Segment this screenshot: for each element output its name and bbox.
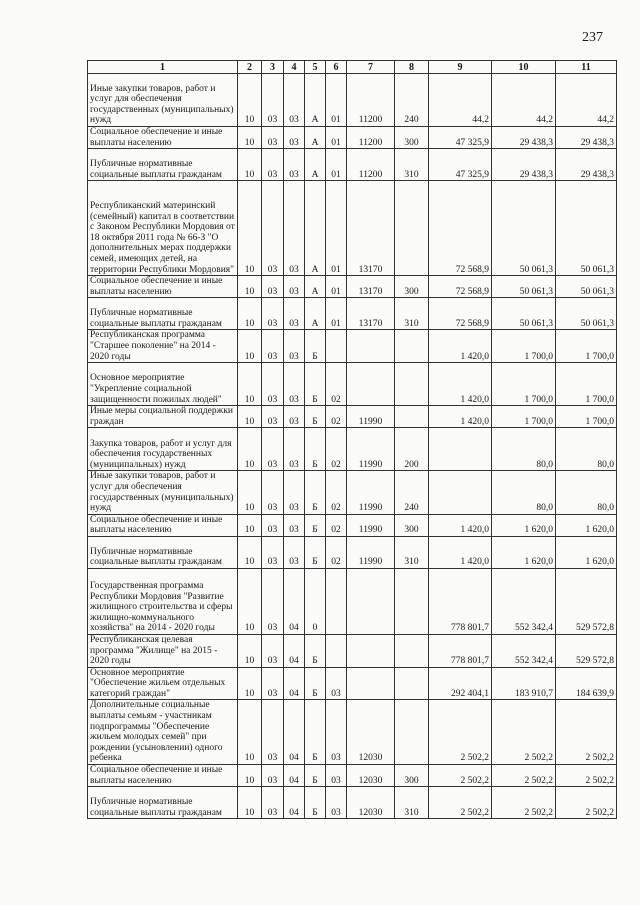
cell-col-8: 310 <box>395 298 429 330</box>
cell-col-5: Б <box>305 363 326 406</box>
cell-col-2: 10 <box>238 428 262 471</box>
row-name-cell: Основное мероприятие "Укрепление социальной защищенности пожилых людей" <box>88 363 238 406</box>
cell-col-11: 29 438,3 <box>556 149 617 181</box>
cell-col-10: 552 342,4 <box>492 568 556 634</box>
cell-col-4: 03 <box>284 276 305 298</box>
cell-col-8 <box>395 634 429 667</box>
table-row <box>88 667 617 700</box>
cell-col-7: 12030 <box>347 765 395 787</box>
cell-col-8 <box>395 406 429 428</box>
cell-col-11: 529 572,8 <box>556 634 617 667</box>
cell-col-6: 03 <box>326 787 347 819</box>
cell-col-4: 04 <box>284 634 305 667</box>
cell-col-3: 03 <box>262 765 284 787</box>
column-header: 9 <box>429 61 492 74</box>
column-header: 8 <box>395 61 429 74</box>
cell-col-3: 03 <box>262 536 284 568</box>
cell-col-3: 03 <box>262 74 284 127</box>
cell-col-8 <box>395 700 429 765</box>
cell-col-11: 80,0 <box>556 471 617 514</box>
cell-col-9: 1 420,0 <box>429 330 492 363</box>
column-header: 5 <box>305 61 326 74</box>
cell-col-2: 10 <box>238 536 262 568</box>
cell-col-11: 50 061,3 <box>556 181 617 276</box>
cell-col-6: 01 <box>326 149 347 181</box>
cell-col-6: 02 <box>326 406 347 428</box>
cell-col-2: 10 <box>238 298 262 330</box>
cell-col-5: А <box>305 74 326 127</box>
cell-col-9 <box>429 428 492 471</box>
cell-col-8: 310 <box>395 787 429 819</box>
row-name-cell: Государственная программа Республики Мордовия "Развитие жилищного строительства и сферы жилищно-коммунального хозяйства" на 2014 - 2020 годы <box>88 568 238 634</box>
row-name-cell: Публичные нормативные социальные выплаты гражданам <box>88 298 238 330</box>
cell-col-3: 03 <box>262 149 284 181</box>
cell-col-2: 10 <box>238 363 262 406</box>
cell-col-3: 03 <box>262 514 284 536</box>
table-row <box>88 700 617 765</box>
cell-col-10: 50 061,3 <box>492 276 556 298</box>
cell-col-9: 778 801,7 <box>429 634 492 667</box>
cell-col-7: 13170 <box>347 181 395 276</box>
cell-col-6: 01 <box>326 74 347 127</box>
cell-col-9: 47 325,9 <box>429 149 492 181</box>
cell-col-8 <box>395 667 429 700</box>
cell-col-6: 01 <box>326 181 347 276</box>
table-row <box>88 330 617 363</box>
cell-col-7: 11990 <box>347 406 395 428</box>
table-row <box>88 363 617 406</box>
table-row <box>88 514 617 536</box>
cell-col-8: 300 <box>395 276 429 298</box>
cell-col-2: 10 <box>238 667 262 700</box>
cell-col-9: 1 420,0 <box>429 363 492 406</box>
cell-col-6: 01 <box>326 276 347 298</box>
cell-col-6: 01 <box>326 298 347 330</box>
cell-col-11: 2 502,2 <box>556 787 617 819</box>
cell-col-8: 310 <box>395 536 429 568</box>
cell-col-10: 44,2 <box>492 74 556 127</box>
row-name-cell: Публичные нормативные социальные выплаты гражданам <box>88 536 238 568</box>
table-row <box>88 406 617 428</box>
cell-col-5: Б <box>305 406 326 428</box>
cell-col-2: 10 <box>238 330 262 363</box>
cell-col-5: Б <box>305 765 326 787</box>
table-row <box>88 127 617 149</box>
table-row <box>88 428 617 471</box>
row-name-cell: Иные закупки товаров, работ и услуг для обеспечения государственных (муниципальных) нужд <box>88 74 238 127</box>
cell-col-7: 11990 <box>347 428 395 471</box>
table-row <box>88 787 617 819</box>
table-row <box>88 298 617 330</box>
cell-col-2: 10 <box>238 276 262 298</box>
table-row <box>88 568 617 634</box>
cell-col-3: 03 <box>262 298 284 330</box>
cell-col-10: 29 438,3 <box>492 149 556 181</box>
cell-col-7: 13170 <box>347 276 395 298</box>
cell-col-9: 1 420,0 <box>429 406 492 428</box>
column-header: 6 <box>326 61 347 74</box>
cell-col-7: 11990 <box>347 514 395 536</box>
cell-col-10: 80,0 <box>492 428 556 471</box>
cell-col-8: 200 <box>395 428 429 471</box>
cell-col-11: 29 438,3 <box>556 127 617 149</box>
cell-col-3: 03 <box>262 568 284 634</box>
cell-col-6 <box>326 568 347 634</box>
column-header: 11 <box>556 61 617 74</box>
cell-col-9: 2 502,2 <box>429 787 492 819</box>
table-header-row <box>88 61 617 74</box>
row-name-cell: Социальное обеспечение и иные выплаты населению <box>88 514 238 536</box>
cell-col-10: 2 502,2 <box>492 700 556 765</box>
cell-col-4: 04 <box>284 765 305 787</box>
cell-col-4: 04 <box>284 568 305 634</box>
cell-col-6: 03 <box>326 765 347 787</box>
column-header: 10 <box>492 61 556 74</box>
cell-col-5: Б <box>305 536 326 568</box>
cell-col-4: 03 <box>284 536 305 568</box>
cell-col-11: 50 061,3 <box>556 276 617 298</box>
cell-col-4: 03 <box>284 406 305 428</box>
cell-col-4: 03 <box>284 428 305 471</box>
row-name-cell: Закупка товаров, работ и услуг для обеспечения государственных (муниципальных) нужд <box>88 428 238 471</box>
column-header: 1 <box>88 61 238 74</box>
cell-col-2: 10 <box>238 127 262 149</box>
cell-col-9: 1 420,0 <box>429 514 492 536</box>
page-number: 237 <box>582 30 603 45</box>
cell-col-10: 2 502,2 <box>492 787 556 819</box>
row-name-cell: Иные меры социальной поддержки граждан <box>88 406 238 428</box>
cell-col-9: 44,2 <box>429 74 492 127</box>
cell-col-2: 10 <box>238 700 262 765</box>
cell-col-2: 10 <box>238 406 262 428</box>
cell-col-5: 0 <box>305 568 326 634</box>
cell-col-9: 2 502,2 <box>429 700 492 765</box>
column-header: 7 <box>347 61 395 74</box>
cell-col-3: 03 <box>262 127 284 149</box>
cell-col-11: 1 700,0 <box>556 363 617 406</box>
cell-col-11: 50 061,3 <box>556 298 617 330</box>
cell-col-4: 04 <box>284 787 305 819</box>
cell-col-4: 04 <box>284 700 305 765</box>
cell-col-9: 778 801,7 <box>429 568 492 634</box>
cell-col-8: 300 <box>395 765 429 787</box>
cell-col-3: 03 <box>262 330 284 363</box>
table-row <box>88 149 617 181</box>
cell-col-9: 72 568,9 <box>429 298 492 330</box>
cell-col-5: Б <box>305 428 326 471</box>
cell-col-4: 03 <box>284 298 305 330</box>
row-name-cell: Республиканская программа "Старшее поколение" на 2014 - 2020 годы <box>88 330 238 363</box>
row-name-cell: Публичные нормативные социальные выплаты гражданам <box>88 787 238 819</box>
row-name-cell: Основное мероприятие "Обеспечение жильем отдельных категорий граждан" <box>88 667 238 700</box>
cell-col-10: 183 910,7 <box>492 667 556 700</box>
cell-col-5: А <box>305 127 326 149</box>
cell-col-7: 11200 <box>347 149 395 181</box>
cell-col-11: 1 620,0 <box>556 536 617 568</box>
cell-col-7 <box>347 330 395 363</box>
cell-col-10: 2 502,2 <box>492 765 556 787</box>
cell-col-2: 10 <box>238 765 262 787</box>
cell-col-6 <box>326 634 347 667</box>
cell-col-6: 03 <box>326 700 347 765</box>
table-row <box>88 181 617 276</box>
cell-col-8 <box>395 568 429 634</box>
cell-col-4: 03 <box>284 127 305 149</box>
cell-col-6: 02 <box>326 428 347 471</box>
cell-col-11: 1 620,0 <box>556 514 617 536</box>
budget-table <box>87 60 617 819</box>
cell-col-6: 02 <box>326 471 347 514</box>
cell-col-7: 11990 <box>347 536 395 568</box>
cell-col-11: 2 502,2 <box>556 765 617 787</box>
cell-col-11: 2 502,2 <box>556 700 617 765</box>
cell-col-9: 2 502,2 <box>429 765 492 787</box>
cell-col-3: 03 <box>262 428 284 471</box>
row-name-cell: Республиканская целевая программа "Жилище" на 2015 - 2020 годы <box>88 634 238 667</box>
table-row <box>88 471 617 514</box>
cell-col-6: 02 <box>326 363 347 406</box>
cell-col-3: 03 <box>262 667 284 700</box>
cell-col-11: 529 572,8 <box>556 568 617 634</box>
cell-col-8: 240 <box>395 74 429 127</box>
cell-col-7: 11200 <box>347 74 395 127</box>
cell-col-3: 03 <box>262 471 284 514</box>
cell-col-4: 03 <box>284 471 305 514</box>
column-header: 3 <box>262 61 284 74</box>
cell-col-6 <box>326 330 347 363</box>
cell-col-2: 10 <box>238 514 262 536</box>
cell-col-3: 03 <box>262 700 284 765</box>
cell-col-5: Б <box>305 514 326 536</box>
cell-col-11: 80,0 <box>556 428 617 471</box>
cell-col-3: 03 <box>262 406 284 428</box>
cell-col-8: 300 <box>395 127 429 149</box>
cell-col-10: 29 438,3 <box>492 127 556 149</box>
cell-col-3: 03 <box>262 787 284 819</box>
cell-col-5: Б <box>305 787 326 819</box>
cell-col-6: 01 <box>326 127 347 149</box>
cell-col-2: 10 <box>238 149 262 181</box>
cell-col-3: 03 <box>262 634 284 667</box>
cell-col-7 <box>347 363 395 406</box>
cell-col-6: 02 <box>326 514 347 536</box>
cell-col-5: А <box>305 181 326 276</box>
cell-col-8: 310 <box>395 149 429 181</box>
cell-col-10: 1 700,0 <box>492 363 556 406</box>
cell-col-4: 03 <box>284 330 305 363</box>
cell-col-5: Б <box>305 667 326 700</box>
cell-col-4: 04 <box>284 667 305 700</box>
cell-col-8 <box>395 181 429 276</box>
column-header: 2 <box>238 61 262 74</box>
table-row <box>88 634 617 667</box>
cell-col-9: 292 404,1 <box>429 667 492 700</box>
cell-col-7 <box>347 634 395 667</box>
cell-col-3: 03 <box>262 363 284 406</box>
cell-col-10: 1 700,0 <box>492 406 556 428</box>
table-row <box>88 765 617 787</box>
cell-col-10: 1 700,0 <box>492 330 556 363</box>
cell-col-8 <box>395 330 429 363</box>
cell-col-6: 02 <box>326 536 347 568</box>
cell-col-3: 03 <box>262 276 284 298</box>
cell-col-10: 80,0 <box>492 471 556 514</box>
cell-col-6: 03 <box>326 667 347 700</box>
cell-col-5: А <box>305 298 326 330</box>
cell-col-7 <box>347 568 395 634</box>
cell-col-11: 1 700,0 <box>556 330 617 363</box>
cell-col-9: 72 568,9 <box>429 276 492 298</box>
cell-col-8: 300 <box>395 514 429 536</box>
table-row <box>88 536 617 568</box>
cell-col-4: 03 <box>284 149 305 181</box>
cell-col-5: Б <box>305 634 326 667</box>
cell-col-7: 11200 <box>347 127 395 149</box>
cell-col-2: 10 <box>238 74 262 127</box>
cell-col-5: Б <box>305 330 326 363</box>
cell-col-9: 47 325,9 <box>429 127 492 149</box>
cell-col-10: 50 061,3 <box>492 298 556 330</box>
cell-col-2: 10 <box>238 471 262 514</box>
cell-col-2: 10 <box>238 568 262 634</box>
cell-col-11: 184 639,9 <box>556 667 617 700</box>
cell-col-10: 50 061,3 <box>492 181 556 276</box>
row-name-cell: Социальное обеспечение и иные выплаты населению <box>88 127 238 149</box>
cell-col-10: 1 620,0 <box>492 536 556 568</box>
cell-col-5: Б <box>305 700 326 765</box>
row-name-cell: Публичные нормативные социальные выплаты гражданам <box>88 149 238 181</box>
cell-col-4: 03 <box>284 514 305 536</box>
cell-col-5: А <box>305 149 326 181</box>
cell-col-5: А <box>305 276 326 298</box>
cell-col-7 <box>347 667 395 700</box>
cell-col-4: 03 <box>284 363 305 406</box>
row-name-cell: Социальное обеспечение и иные выплаты населению <box>88 765 238 787</box>
cell-col-4: 03 <box>284 74 305 127</box>
row-name-cell: Республиканский материнский (семейный) капитал в соответствии с Законом Республики Мордовия от 18 октября 2011 года № 66-З "О дополнительных мерах поддержки семей, имеющих детей, на территории Республики Мордовия" <box>88 181 238 276</box>
cell-col-11: 44,2 <box>556 74 617 127</box>
cell-col-2: 10 <box>238 181 262 276</box>
cell-col-9 <box>429 471 492 514</box>
column-header: 4 <box>284 61 305 74</box>
cell-col-4: 03 <box>284 181 305 276</box>
cell-col-11: 1 700,0 <box>556 406 617 428</box>
cell-col-10: 552 342,4 <box>492 634 556 667</box>
cell-col-2: 10 <box>238 787 262 819</box>
cell-col-3: 03 <box>262 181 284 276</box>
cell-col-7: 13170 <box>347 298 395 330</box>
cell-col-8 <box>395 363 429 406</box>
cell-col-5: Б <box>305 471 326 514</box>
cell-col-7: 11990 <box>347 471 395 514</box>
table-row <box>88 74 617 127</box>
row-name-cell: Социальное обеспечение и иные выплаты населению <box>88 276 238 298</box>
cell-col-9: 72 568,9 <box>429 181 492 276</box>
table-row <box>88 276 617 298</box>
cell-col-10: 1 620,0 <box>492 514 556 536</box>
cell-col-9: 1 420,0 <box>429 536 492 568</box>
cell-col-7: 12030 <box>347 787 395 819</box>
row-name-cell: Дополнительные социальные выплаты семьям - участникам подпрограммы "Обеспечение жильем молодых семей" при рождении (усыновлении) одного ребенка <box>88 700 238 765</box>
cell-col-7: 12030 <box>347 700 395 765</box>
row-name-cell: Иные закупки товаров, работ и услуг для обеспечения государственных (муниципальных) нужд <box>88 471 238 514</box>
cell-col-2: 10 <box>238 634 262 667</box>
cell-col-8: 240 <box>395 471 429 514</box>
